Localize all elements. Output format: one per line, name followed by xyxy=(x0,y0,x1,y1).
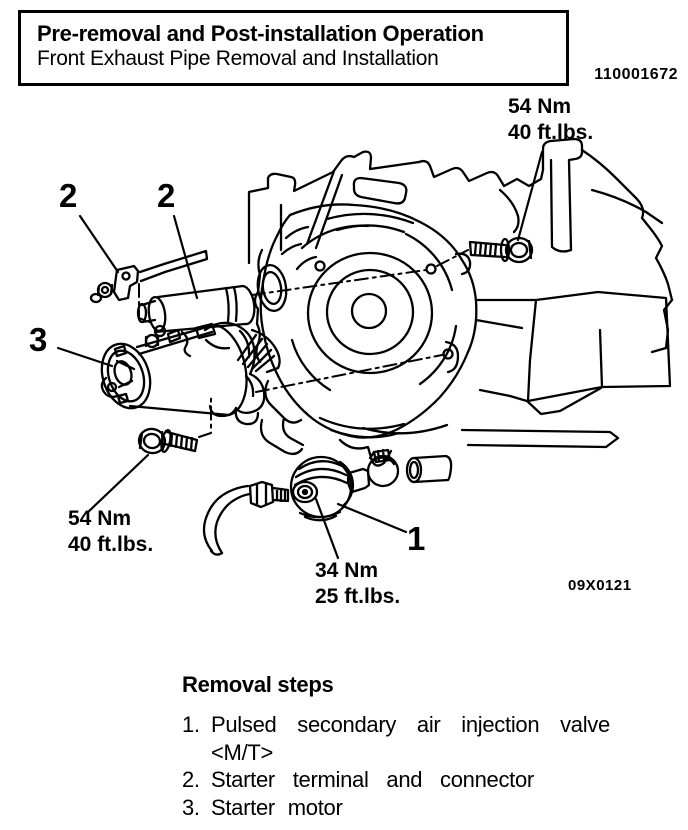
torque-valve-metric: 34 Nm xyxy=(315,559,379,582)
torque-label-valve xyxy=(315,558,400,610)
removal-step-2 xyxy=(182,766,682,794)
step-text: Starter terminal and connector xyxy=(211,767,534,792)
document-number: 110001672 xyxy=(594,66,678,83)
removal-steps-heading: Removal steps xyxy=(182,672,334,697)
alignment-centerlines xyxy=(139,250,468,437)
operation-note-line2: Front Exhaust Pipe Removal and Installation xyxy=(37,47,439,70)
operation-note-line1: Pre-removal and Post-installation Operation xyxy=(37,21,484,46)
removal-step-1 xyxy=(182,711,682,766)
torque-valve-imperial: 25 ft.lbs. xyxy=(315,585,401,608)
torque-lower-imperial: 40 ft.lbs. xyxy=(68,533,154,556)
torque-label-upper-bolt xyxy=(508,94,593,146)
step-text-qualifier: <M/T> xyxy=(211,739,274,765)
figure-code: 09X0121 xyxy=(568,577,632,594)
step-text: Starter motor xyxy=(211,794,343,820)
torque-lower-metric: 54 Nm xyxy=(68,507,132,530)
step-number: 1. xyxy=(182,712,200,737)
lower-mount-bolt-drawing xyxy=(137,427,197,456)
removal-steps-section xyxy=(182,672,682,821)
removal-step-3 xyxy=(182,794,682,822)
starter-motor-drawing xyxy=(94,286,280,424)
callout-2-connector: 2 xyxy=(157,177,176,214)
engine-transmission-drawing xyxy=(249,139,672,466)
upper-mount-bolt-drawing xyxy=(470,238,532,262)
step-number: 3. xyxy=(182,794,200,820)
torque-upper-metric: 54 Nm xyxy=(508,95,572,118)
step-text: Pulsed secondary air injection valve xyxy=(211,712,610,737)
step-number: 2. xyxy=(182,767,200,792)
torque-upper-imperial: 40 ft.lbs. xyxy=(508,121,594,144)
callout-1-valve: 1 xyxy=(407,520,426,557)
callout-2-terminal: 2 xyxy=(59,177,78,214)
callout-3-starter: 3 xyxy=(29,321,48,358)
torque-label-lower-bolt xyxy=(68,506,153,558)
